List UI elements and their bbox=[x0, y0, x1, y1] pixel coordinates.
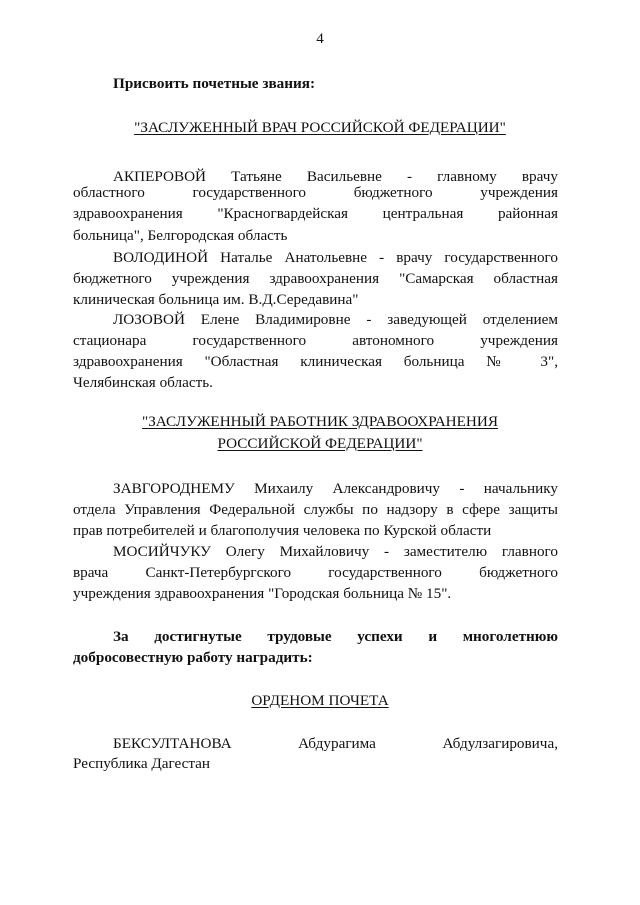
s3-line-1: БЕКСУЛТАНОВА Абдурагима Абдулзагировича, bbox=[113, 735, 558, 752]
s2-line-6: учреждения здравоохранения "Городская больница № 15". bbox=[73, 585, 452, 602]
s1-line-5: ВОЛОДИНОЙ Наталье Анатольевне - врачу государственного bbox=[113, 249, 558, 266]
section2-title-line2: РОССИЙСКОЙ ФЕДЕРАЦИИ" bbox=[217, 435, 423, 452]
s1-line-6: бюджетного учреждения здравоохранения "Самарская областная bbox=[73, 270, 558, 287]
s2-line-3: прав потребителей и благополучия человека по Курской области bbox=[73, 522, 492, 539]
intro-heading: Присвоить почетные звания: bbox=[113, 75, 316, 92]
s2-line-1: ЗАВГОРОДНЕМУ Михаилу Александровичу - начальнику bbox=[113, 480, 558, 497]
page-number: 4 bbox=[316, 31, 324, 47]
s1-line-11: Челябинская область. bbox=[73, 374, 213, 391]
s1-line-4: больница", Белгородская область bbox=[73, 227, 288, 244]
award-line-1: За достигнутые трудовые успехи и многолетнюю bbox=[113, 628, 558, 645]
s2-line-5: врача Санкт-Петербургского государственного бюджетного bbox=[73, 564, 558, 581]
section2-title-line1: "ЗАСЛУЖЕННЫЙ РАБОТНИК ЗДРАВООХРАНЕНИЯ bbox=[142, 413, 498, 430]
s1-line-10: здравоохранения "Областная клиническая больница № 3", bbox=[73, 353, 558, 370]
s1-line-9: стационара государственного автономного учреждения bbox=[73, 332, 558, 349]
section3-title: ОРДЕНОМ ПОЧЕТА bbox=[251, 692, 389, 709]
s2-line-2: отдела Управления Федеральной службы по надзору в сфере защиты bbox=[73, 501, 558, 518]
s3-line-2: Республика Дагестан bbox=[73, 755, 211, 772]
s1-line-8: ЛОЗОВОЙ Елене Владимировне - заведующей отделением bbox=[113, 311, 558, 328]
s1-line-7: клиническая больница им. В.Д.Середавина" bbox=[73, 291, 359, 308]
s1-line-1: АКПЕРОВОЙ Татьяне Васильевне - главному врачу bbox=[113, 168, 558, 185]
section1-title: "ЗАСЛУЖЕННЫЙ ВРАЧ РОССИЙСКОЙ ФЕДЕРАЦИИ" bbox=[134, 119, 506, 136]
s1-line-3: здравоохранения "Красногвардейская центральная районная bbox=[73, 205, 558, 222]
award-line-2: добросовестную работу наградить: bbox=[73, 649, 313, 666]
s1-line-2: областного государственного бюджетного учреждения bbox=[73, 184, 558, 201]
s2-line-4: МОСИЙЧУКУ Олегу Михайловичу - заместителю главного bbox=[113, 543, 558, 560]
